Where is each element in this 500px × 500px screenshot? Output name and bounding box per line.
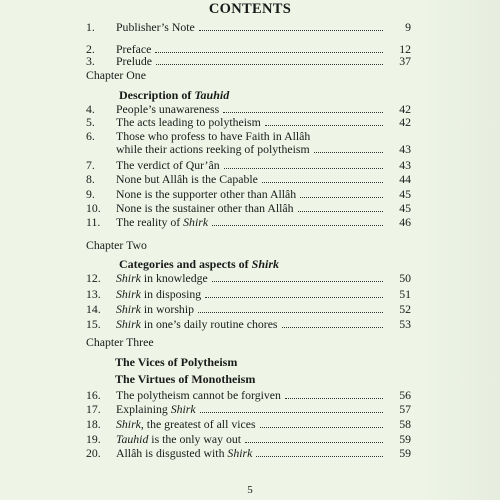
entry-title-line: The verdict of Qur’ân [116,158,220,172]
toc-entry [86,202,411,215]
entry-number: 4. [86,102,95,116]
entry-title-line: Shirk in knowledge [116,271,208,285]
entry-page-number: 12 [399,42,411,56]
entry-number: 20. [86,446,101,460]
entry-title-line: None is the sustainer other than Allâh [116,201,294,215]
entry-page-number: 59 [399,446,411,460]
entry-title [116,272,208,285]
dot-leader [198,312,383,313]
entry-number: 12. [86,271,101,285]
toc-entry [86,188,411,201]
toc-entry [86,216,411,229]
entry-title [116,389,281,402]
entry-number: 13. [86,287,101,301]
dot-leader [265,125,383,126]
entry-title [116,55,152,68]
entry-number: 3. [86,54,95,68]
entry-number: 1. [86,20,95,34]
entry-page-number: 51 [399,287,411,301]
entry-title [116,173,258,186]
dot-leader [262,182,383,183]
dot-leader [314,152,383,153]
entry-title-line: The polytheism cannot be forgiven [116,388,281,402]
entry-page-number: 42 [399,115,411,129]
chapter-heading: Categories and aspects of Shirk [119,257,280,271]
entry-number: 7. [86,158,95,172]
entry-page-number: 58 [399,417,411,431]
entry-page-number: 45 [399,201,411,215]
entry-number: 8. [86,172,95,186]
entry-title [116,433,241,446]
bleed-through-shade [420,0,500,500]
entry-title [116,318,278,331]
toc-entry [86,130,411,156]
toc-entry [86,418,411,431]
dot-leader [212,281,383,282]
toc-entry [86,303,411,316]
entry-page-number: 43 [399,158,411,172]
dot-leader [212,225,383,226]
toc-entry [86,433,411,446]
entry-title-line: Explaining Shirk [116,402,196,416]
entry-title [116,130,310,156]
entry-page-number: 45 [399,187,411,201]
entry-number: 6. [86,129,95,143]
entry-title-line: People’s unawareness [116,102,220,116]
entry-title-line: Those who profess to have Faith in Allâh [116,129,311,143]
dot-leader [282,327,383,328]
dot-leader [155,52,383,53]
toc-entry [86,159,411,172]
toc-entry [86,116,411,129]
entry-number: 11. [86,215,101,229]
entry-title [116,403,196,416]
entry-number: 19. [86,432,101,446]
dot-leader [256,456,383,457]
page-title: CONTENTS [208,1,292,17]
entry-page-number: 9 [405,20,411,34]
dot-leader [300,197,383,198]
entry-page-number: 42 [399,102,411,116]
entry-page-number: 44 [399,172,411,186]
dot-leader [205,297,383,298]
toc-entry [86,55,411,68]
chapter-heading: Description of Tauhid [119,88,230,102]
entry-page-number: 50 [399,271,411,285]
dot-leader [156,64,383,65]
entry-title [116,447,252,460]
entry-title-line: The acts leading to polytheism [116,115,261,129]
entry-number: 18. [86,417,101,431]
entry-page-number: 57 [399,402,411,416]
entry-title-line: Allâh is disgusted with Shirk [116,446,253,460]
toc-entry [86,272,411,285]
entry-page-number: 46 [399,215,411,229]
entry-number: 15. [86,317,101,331]
chapter-heading: The Vices of Polytheism [115,355,238,369]
entry-title [116,21,195,34]
entry-page-number: 53 [399,317,411,331]
toc-entry [86,288,411,301]
entry-title [116,288,201,301]
dot-leader [298,211,383,212]
page-number: 5 [247,484,253,496]
entry-number: 10. [86,201,101,215]
entry-page-number: 59 [399,432,411,446]
toc-entry [86,403,411,416]
entry-title-line: Shirk in worship [116,302,194,316]
entry-title-line: Preface [116,42,152,56]
entry-number: 14. [86,302,101,316]
entry-title [116,418,256,431]
chapter-label: Chapter Three [86,335,154,349]
dot-leader [199,30,383,31]
entry-page-number: 56 [399,388,411,402]
toc-entry [86,21,411,34]
dot-leader [285,398,383,399]
entry-title [116,216,208,229]
dot-leader [200,412,383,413]
entry-title-line: The reality of Shirk [116,215,209,229]
entry-number: 5. [86,115,95,129]
dot-leader [245,442,383,443]
entry-title-line: Tauhid is the only way out [116,432,242,446]
entry-title [116,116,261,129]
dot-leader [223,112,383,113]
entry-title-line: Shirk in disposing [116,287,202,301]
entry-title-line: Shirk in one’s daily routine chores [116,317,278,331]
entry-title [116,188,296,201]
entry-title-line: while their actions reeking of polytheism [116,142,310,156]
entry-title-line: None but Allâh is the Capable [116,172,258,186]
entry-page-number: 52 [399,302,411,316]
entry-page-number: 43 [399,142,411,156]
entry-title [116,159,220,172]
dot-leader [260,427,383,428]
chapter-label: Chapter One [86,68,146,82]
entry-title-line: Publisher’s Note [116,20,195,34]
entry-page-number: 37 [399,54,411,68]
entry-title [116,303,194,316]
entry-title-line: None is the supporter other than Allâh [116,187,297,201]
entry-title-line: Shirk, the greatest of all vices [116,417,256,431]
dot-leader [224,168,383,169]
entry-number: 9. [86,187,95,201]
entry-number: 17. [86,402,101,416]
entry-number: 2. [86,42,95,56]
toc-entry [86,318,411,331]
entry-title-line: Prelude [116,54,153,68]
chapter-label: Chapter Two [86,238,147,252]
toc-entry [86,447,411,460]
toc-entry [86,173,411,186]
entry-number: 16. [86,388,101,402]
entry-title [116,202,294,215]
chapter-heading: The Virtues of Monotheism [115,372,256,386]
toc-entry [86,389,411,402]
